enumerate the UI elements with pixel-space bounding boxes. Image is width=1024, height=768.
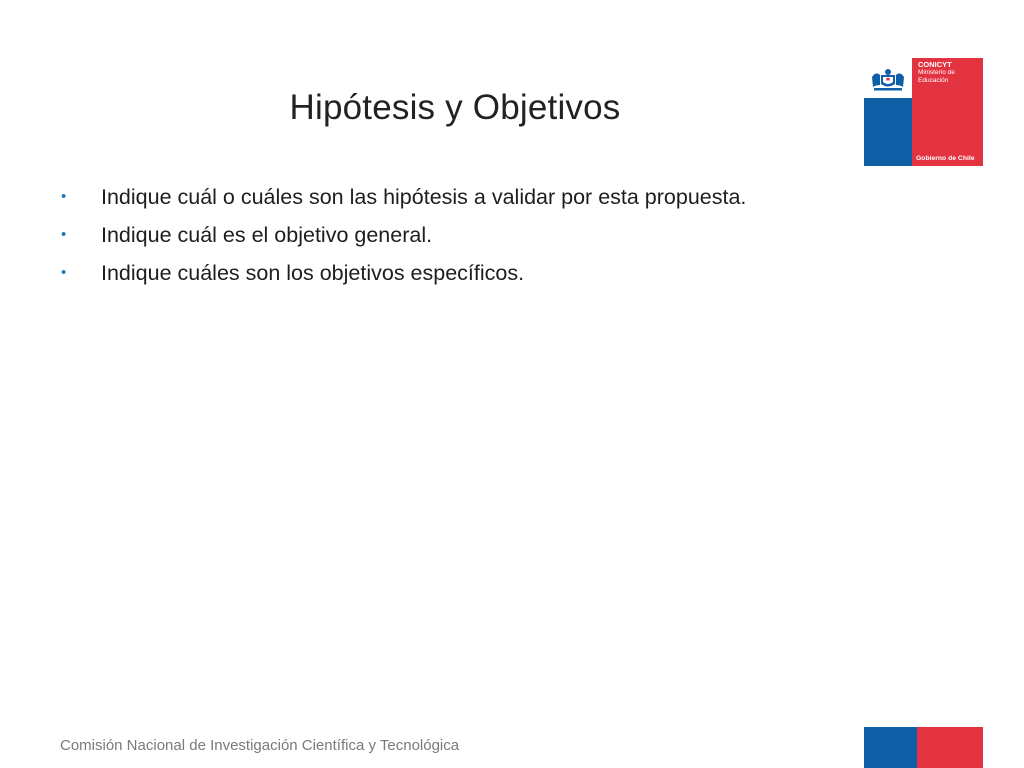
chile-coat-of-arms-icon [868, 63, 908, 93]
footer-bar-red [917, 727, 983, 768]
footer-bar-blue [864, 727, 917, 768]
logo-white-band [864, 58, 912, 98]
bullet-dot-icon: • [61, 188, 67, 205]
list-item [60, 178, 746, 216]
logo-brand: CONICYT [918, 60, 952, 69]
logo-red-panel [912, 58, 983, 166]
bullet-text: Indique cuál o cuáles son las hipótesis a validar por esta propuesta. [101, 185, 747, 209]
conicyt-logo [864, 58, 983, 166]
logo-footer: Gobierno de Chile [916, 155, 975, 162]
footer-text: Comisión Nacional de Investigación Científica y Tecnológica [60, 737, 460, 754]
list-item [60, 254, 746, 292]
bullet-list [60, 178, 746, 292]
logo-text [918, 61, 955, 85]
list-item [60, 216, 746, 254]
logo-line1: Ministerio de [918, 69, 955, 76]
logo-blue-panel [864, 58, 912, 166]
bullet-dot-icon: • [61, 226, 67, 243]
footer-color-bar [864, 727, 983, 768]
bullet-text: Indique cuál es el objetivo general. [101, 223, 433, 247]
bullet-text: Indique cuáles son los objetivos específicos. [101, 261, 525, 285]
bullet-dot-icon: • [61, 264, 67, 281]
logo-line2: Educación [918, 77, 949, 84]
page-title: Hipótesis y Objetivos [289, 88, 621, 127]
